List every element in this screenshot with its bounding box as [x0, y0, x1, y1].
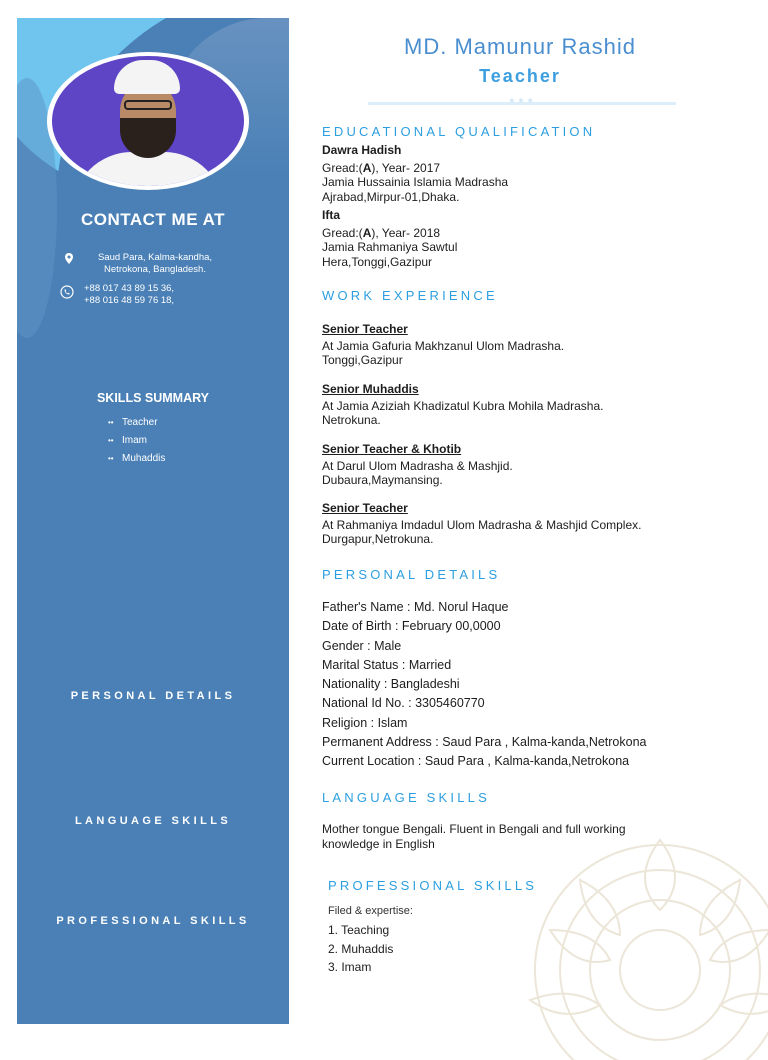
phone-icon: [60, 285, 74, 299]
institution-line: Jamia Rahmaniya Sawtul: [322, 240, 458, 254]
grade-value: A: [362, 160, 372, 175]
grade-line: [322, 226, 457, 241]
skills-list: [108, 417, 165, 471]
mandala-watermark: [490, 820, 768, 1060]
job-title: Senior Teacher: [322, 322, 408, 336]
language-line: Mother tongue Bengali. Fluent in Bengali and full working: [322, 822, 626, 836]
institution-line: Hera,Tonggi,Gazipur: [322, 254, 433, 269]
grade-prefix: Gread:(: [322, 160, 363, 175]
phone-line: +88 017 43 89 15 36,: [84, 283, 175, 294]
address-line: Saud Para, Kalma-kandha,: [97, 252, 213, 263]
sidebar-personal-details-heading: PERSONAL DETAILS: [70, 690, 236, 702]
institution-line: Ajrabad,Mirpur-01,Dhaka.: [322, 189, 460, 204]
bullet-icon: ••: [108, 454, 114, 463]
grade-suffix: ), Year- 2017: [371, 160, 441, 175]
grade-value: A: [362, 225, 372, 240]
job-item: [322, 382, 603, 428]
skills-summary-title: SKILLS SUMMARY: [96, 391, 210, 405]
person-name: MD. Mamunur Rashid: [404, 34, 636, 59]
job-line: Dubaura,Maymansing.: [322, 473, 443, 487]
photo-cap: [114, 60, 180, 94]
job-line: At Rahmaniya Imdadul Ulom Madrasha & Mashjid Complex.: [322, 517, 642, 532]
job-item: [322, 322, 564, 368]
job-item: [322, 442, 513, 488]
job-title: Senior Teacher & Khotib: [322, 442, 462, 456]
job-line: Netrokuna.: [322, 413, 381, 427]
job-line: Tonggi,Gazipur: [322, 353, 403, 367]
list-item: Permanent Address : Saud Para , Kalma-kanda,Netrokona: [322, 735, 647, 750]
institution-line: Jamia Hussainia Islamia Madrasha: [322, 175, 509, 189]
work-experience-heading: WORK EXPERIENCE: [322, 288, 498, 303]
job-line: At Darul Ulom Madrasha & Mashjid.: [322, 458, 513, 473]
list-item: [108, 435, 165, 453]
location-pin-icon: [62, 252, 76, 266]
phone-row: [60, 283, 250, 307]
profile-photo: [52, 56, 244, 186]
job-line: At Jamia Aziziah Khadizatul Kubra Mohila Madrasha.: [322, 398, 604, 413]
degree-title: Ifta: [322, 208, 340, 222]
education-heading: EDUCATIONAL QUALIFICATION: [322, 124, 596, 139]
bullet-icon: ••: [108, 418, 114, 427]
skill-label: Imam: [122, 435, 147, 446]
list-item: 3. Imam: [328, 960, 372, 974]
education-item: [322, 208, 457, 269]
language-line: knowledge in English: [322, 836, 435, 851]
job-title: Senior Teacher: [322, 501, 408, 515]
contact-title: CONTACT ME AT: [80, 210, 226, 229]
language-skills-heading: LANGUAGE SKILLS: [322, 790, 490, 805]
list-item: [108, 453, 165, 471]
sidebar-professional-skills-heading: PROFESSIONAL SKILLS: [56, 915, 250, 927]
address-line: Netrokona, Bangladesh.: [104, 264, 206, 275]
list-item: 1. Teaching: [328, 923, 390, 937]
degree-title: Dawra Hadish: [322, 143, 402, 157]
job-line: Durgapur,Netrokuna.: [322, 532, 434, 546]
job-item: [322, 501, 641, 547]
professional-skills-list: [328, 923, 393, 979]
language-description: [322, 822, 742, 851]
skill-label: Teacher: [122, 417, 158, 428]
person-role: Teacher: [479, 66, 561, 86]
photo-glasses: [124, 100, 172, 110]
bullet-icon: ••: [108, 436, 114, 445]
list-item: Father's Name : Md. Norul Haque: [322, 600, 509, 614]
list-item: Gender : Male: [322, 638, 402, 653]
list-item: [108, 417, 165, 435]
skill-label: Muhaddis: [122, 453, 166, 464]
list-item: Religion : Islam: [322, 715, 408, 730]
grade-suffix: ), Year- 2018: [371, 225, 441, 240]
list-item: Date of Birth : February 00,0000: [322, 619, 501, 634]
list-item: Marital Status : Married: [322, 657, 452, 672]
list-item: Nationality : Bangladeshi: [322, 677, 460, 692]
divider-star-icon: ★★★: [508, 96, 536, 105]
personal-details-list: [322, 599, 647, 773]
grade-line: [322, 161, 508, 176]
professional-skills-heading: PROFESSIONAL SKILLS: [328, 878, 538, 893]
grade-prefix: Gread:(: [322, 225, 363, 240]
sidebar-language-skills-heading: LANGUAGE SKILLS: [74, 815, 232, 827]
professional-subtitle: Filed & expertise:: [328, 905, 413, 917]
education-item: [322, 143, 508, 204]
list-item: Current Location : Saud Para , Kalma-kanda,Netrokona: [322, 754, 630, 769]
address-row: [60, 252, 250, 276]
job-title: Senior Muhaddis: [322, 382, 419, 396]
list-item: National Id No. : 3305460770: [322, 696, 485, 711]
job-line: At Jamia Gafuria Makhzanul Ulom Madrasha.: [322, 338, 565, 353]
personal-details-heading: PERSONAL DETAILS: [322, 567, 501, 582]
list-item: 2. Muhaddis: [328, 941, 394, 956]
phone-line: +88 016 48 59 76 18,: [84, 295, 175, 306]
